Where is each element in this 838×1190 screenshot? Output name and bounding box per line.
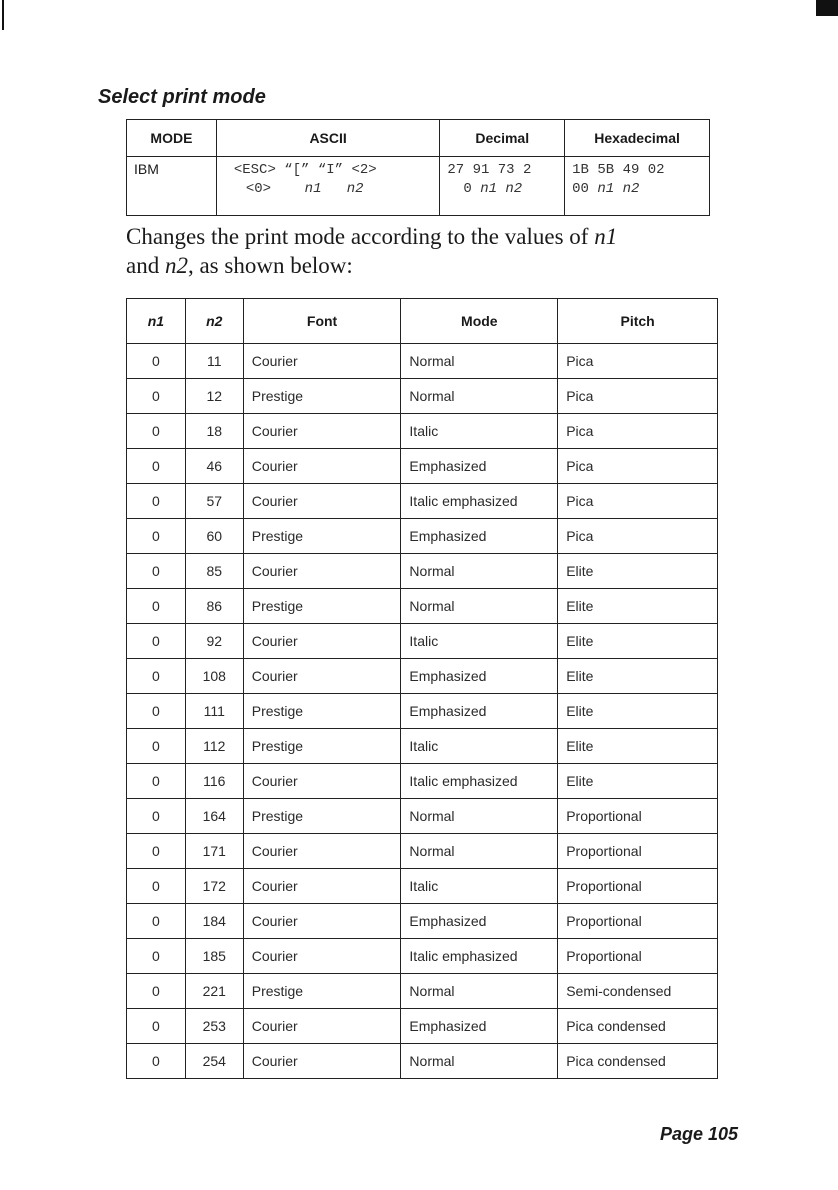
mode-cell: Italic — [401, 624, 558, 659]
pitch-cell: Elite — [558, 659, 718, 694]
header-font: Font — [243, 299, 401, 344]
n2-cell: 86 — [185, 589, 243, 624]
font-cell: Courier — [243, 764, 401, 799]
pitch-cell: Pica — [558, 344, 718, 379]
modes-table-body — [127, 344, 718, 1079]
table-row — [127, 519, 718, 554]
n2-cell: 172 — [185, 869, 243, 904]
pitch-cell: Semi-condensed — [558, 974, 718, 1009]
font-cell: Prestige — [243, 519, 401, 554]
n2-cell: 60 — [185, 519, 243, 554]
description-part-2: and — [126, 253, 160, 278]
n1-cell: 0 — [127, 1009, 186, 1044]
n1-cell: 0 — [127, 484, 186, 519]
n1-cell: 0 — [127, 1044, 186, 1079]
n1-cell: 0 — [127, 659, 186, 694]
header-n2: n2 — [185, 299, 243, 344]
pitch-cell: Proportional — [558, 939, 718, 974]
modes-table-header — [127, 299, 718, 344]
table-row — [127, 764, 718, 799]
font-cell: Courier — [243, 939, 401, 974]
n1-cell: 0 — [127, 694, 186, 729]
font-cell: Courier — [243, 449, 401, 484]
n1-cell: 0 — [127, 904, 186, 939]
mode-cell: Normal — [401, 344, 558, 379]
mode-cell: Normal — [401, 974, 558, 1009]
mode-cell: Italic emphasized — [401, 939, 558, 974]
n2-cell: 184 — [185, 904, 243, 939]
mode-cell: Normal — [401, 1044, 558, 1079]
pitch-cell: Proportional — [558, 834, 718, 869]
hex-zero: 00 — [572, 181, 589, 197]
font-cell: Courier — [243, 904, 401, 939]
table-row — [127, 589, 718, 624]
table-row — [127, 554, 718, 589]
table-row — [127, 694, 718, 729]
font-cell: Courier — [243, 659, 401, 694]
font-cell: Courier — [243, 834, 401, 869]
n2-cell: 254 — [185, 1044, 243, 1079]
ascii-cell — [216, 157, 440, 216]
font-cell: Courier — [243, 624, 401, 659]
mode-cell: Normal — [401, 379, 558, 414]
decimal-n2: n2 — [505, 181, 523, 197]
decimal-line-1: 27 91 73 2 — [447, 162, 532, 178]
pitch-cell: Elite — [558, 729, 718, 764]
mode-cell: Italic — [401, 729, 558, 764]
font-cell: Prestige — [243, 799, 401, 834]
page-number: Page 105 — [660, 1124, 739, 1144]
n2-cell: 46 — [185, 449, 243, 484]
ascii-line-2 — [224, 180, 433, 199]
hex-cell — [565, 157, 710, 216]
section-title: Select print mode — [98, 86, 266, 108]
table-row — [127, 799, 718, 834]
table-row — [127, 624, 718, 659]
mode-cell: Emphasized — [401, 1009, 558, 1044]
hex-line-2 — [572, 180, 702, 199]
mode-cell: Emphasized — [401, 449, 558, 484]
n2-cell: 116 — [185, 764, 243, 799]
table-row — [127, 974, 718, 1009]
mode-cell: Italic — [401, 414, 558, 449]
mode-cell: Emphasized — [401, 694, 558, 729]
table-row — [127, 904, 718, 939]
n1-cell: 0 — [127, 414, 186, 449]
description-var-n1: n1 — [594, 224, 618, 249]
description-part-3: , as shown below: — [187, 253, 353, 278]
mode-cell: IBM — [127, 157, 217, 216]
n1-cell: 0 — [127, 764, 186, 799]
ascii-n1: n1 — [304, 181, 322, 197]
header-ascii: ASCII — [216, 120, 440, 157]
scan-corner-mark — [816, 0, 838, 16]
description-paragraph — [126, 222, 726, 280]
mode-cell: Italic — [401, 869, 558, 904]
n2-cell: 111 — [185, 694, 243, 729]
header-n1: n1 — [127, 299, 186, 344]
mode-cell: Normal — [401, 834, 558, 869]
command-table-row — [127, 157, 710, 216]
hex-n1: n1 — [597, 181, 615, 197]
table-row — [127, 729, 718, 764]
mode-cell: Normal — [401, 799, 558, 834]
header-decimal: Decimal — [440, 120, 565, 157]
table-row — [127, 379, 718, 414]
n2-cell: 185 — [185, 939, 243, 974]
font-cell: Prestige — [243, 694, 401, 729]
pitch-cell: Pica — [558, 379, 718, 414]
n1-cell: 0 — [127, 624, 186, 659]
font-cell: Courier — [243, 1044, 401, 1079]
n2-cell: 171 — [185, 834, 243, 869]
hex-n2: n2 — [622, 181, 640, 197]
pitch-cell: Elite — [558, 694, 718, 729]
font-cell: Prestige — [243, 974, 401, 1009]
pitch-cell: Proportional — [558, 799, 718, 834]
table-row — [127, 939, 718, 974]
description-part-1: Changes the print mode according to the values of — [126, 224, 589, 249]
mode-cell: Normal — [401, 589, 558, 624]
pitch-cell: Proportional — [558, 904, 718, 939]
decimal-cell — [440, 157, 565, 216]
print-modes-table — [126, 298, 718, 1079]
pitch-cell: Elite — [558, 589, 718, 624]
decimal-zero: 0 — [463, 181, 472, 197]
pitch-cell: Proportional — [558, 869, 718, 904]
table-row — [127, 1044, 718, 1079]
header-mode: Mode — [401, 299, 558, 344]
table-row — [127, 344, 718, 379]
n1-cell: 0 — [127, 869, 186, 904]
n2-cell: 57 — [185, 484, 243, 519]
command-table-header — [127, 120, 710, 157]
mode-cell: Normal — [401, 554, 558, 589]
ascii-line-1: <ESC> “[” “I” <2> — [233, 162, 377, 178]
n1-cell: 0 — [127, 834, 186, 869]
font-cell: Prestige — [243, 729, 401, 764]
ascii-zero: <0> — [245, 181, 272, 197]
pitch-cell: Pica — [558, 484, 718, 519]
n2-cell: 253 — [185, 1009, 243, 1044]
n1-cell: 0 — [127, 589, 186, 624]
n1-cell: 0 — [127, 379, 186, 414]
table-row — [127, 414, 718, 449]
description-var-n2: n2 — [164, 253, 188, 278]
table-row — [127, 1009, 718, 1044]
n1-cell: 0 — [127, 939, 186, 974]
font-cell: Courier — [243, 414, 401, 449]
font-cell: Courier — [243, 869, 401, 904]
mode-cell: Emphasized — [401, 659, 558, 694]
n1-cell: 0 — [127, 729, 186, 764]
scan-edge-mark — [2, 0, 4, 30]
font-cell: Courier — [243, 554, 401, 589]
font-cell: Courier — [243, 344, 401, 379]
font-cell: Courier — [243, 1009, 401, 1044]
decimal-line-2 — [447, 180, 557, 199]
table-row — [127, 659, 718, 694]
mode-cell: Italic emphasized — [401, 764, 558, 799]
mode-cell: Emphasized — [401, 904, 558, 939]
font-cell: Courier — [243, 484, 401, 519]
n2-cell: 221 — [185, 974, 243, 1009]
n1-cell: 0 — [127, 554, 186, 589]
pitch-cell: Pica — [558, 449, 718, 484]
pitch-cell: Elite — [558, 554, 718, 589]
ascii-n2: n2 — [346, 181, 364, 197]
n1-cell: 0 — [127, 449, 186, 484]
table-row — [127, 869, 718, 904]
n2-cell: 85 — [185, 554, 243, 589]
table-row — [127, 484, 718, 519]
n1-cell: 0 — [127, 344, 186, 379]
command-table — [126, 119, 710, 216]
n1-cell: 0 — [127, 974, 186, 1009]
header-mode: MODE — [127, 120, 217, 157]
mode-cell: Italic emphasized — [401, 484, 558, 519]
n2-cell: 112 — [185, 729, 243, 764]
n2-cell: 18 — [185, 414, 243, 449]
pitch-cell: Pica — [558, 519, 718, 554]
pitch-cell: Pica — [558, 414, 718, 449]
n2-cell: 108 — [185, 659, 243, 694]
n2-cell: 11 — [185, 344, 243, 379]
table-row — [127, 449, 718, 484]
n1-cell: 0 — [127, 799, 186, 834]
hex-line-1: 1B 5B 49 02 — [572, 162, 665, 178]
n2-cell: 92 — [185, 624, 243, 659]
pitch-cell: Elite — [558, 624, 718, 659]
pitch-cell: Pica condensed — [558, 1009, 718, 1044]
decimal-n1: n1 — [480, 181, 497, 197]
pitch-cell: Elite — [558, 764, 718, 799]
n1-cell: 0 — [127, 519, 186, 554]
n2-cell: 12 — [185, 379, 243, 414]
font-cell: Prestige — [243, 379, 401, 414]
n2-cell: 164 — [185, 799, 243, 834]
font-cell: Prestige — [243, 589, 401, 624]
mode-cell: Emphasized — [401, 519, 558, 554]
header-hexadecimal: Hexadecimal — [565, 120, 710, 157]
table-row — [127, 834, 718, 869]
pitch-cell: Pica condensed — [558, 1044, 718, 1079]
header-pitch: Pitch — [558, 299, 718, 344]
